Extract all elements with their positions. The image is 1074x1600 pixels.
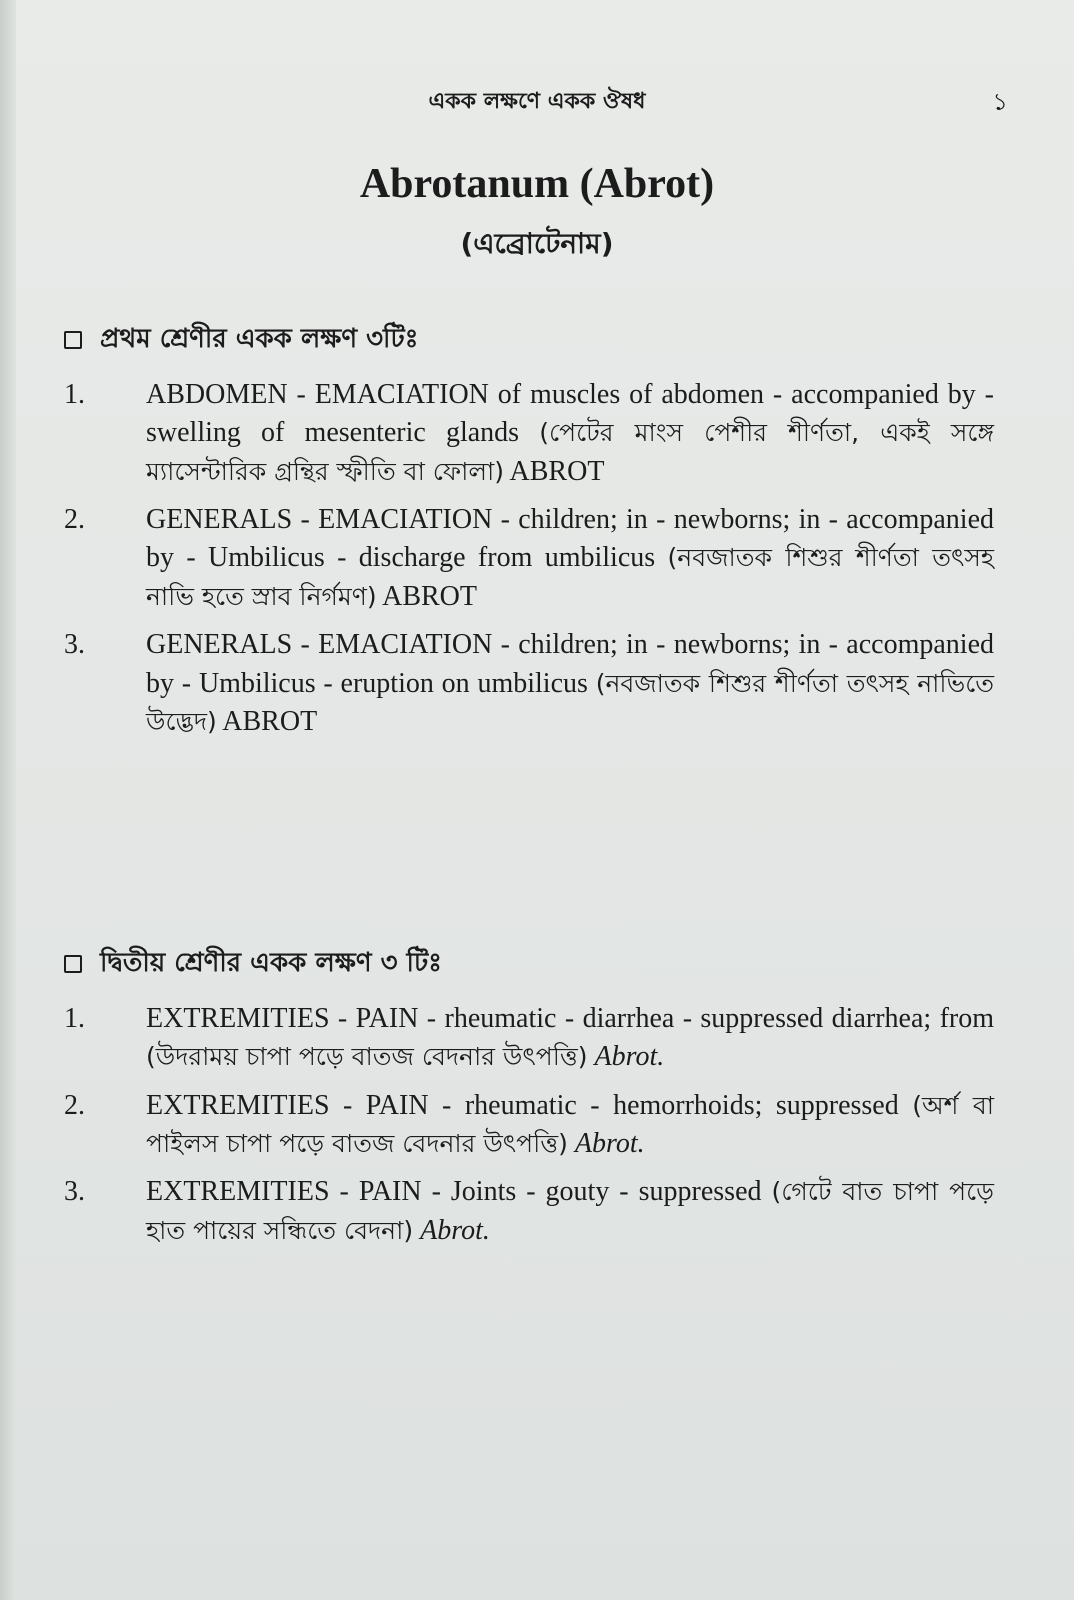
bengali-translation: (নবজাতক শিশুর শীর্ণতা তৎসহ নাভিতে উদ্ভেদ) xyxy=(146,668,994,736)
remedy-abbreviation: Abrot. xyxy=(594,1041,665,1073)
remedy-title: Abrotanum (Abrot) xyxy=(359,161,715,207)
bengali-translation: (গেটে বাত চাপা পড়ে হাত পায়ের সন্ধিতে বেদনা) xyxy=(146,1177,994,1245)
entry-number: 2. xyxy=(64,1089,85,1121)
list-item xyxy=(64,1173,994,1250)
bengali-translation: (উদরাময় চাপা পড়ে বাতজ বেদনার উৎপত্তি) xyxy=(146,1042,588,1072)
rubric-text: EXTREMITIES - PAIN - rheumatic - hemorrhoids; suppressed xyxy=(146,1089,899,1121)
entry-text xyxy=(146,1173,994,1250)
section-first-grade xyxy=(64,318,994,751)
list-item xyxy=(64,501,994,616)
entry-text xyxy=(146,1087,994,1164)
entry-number: 2. xyxy=(64,504,85,536)
list-item xyxy=(64,626,994,741)
bengali-translation: (পেটের মাংস পেশীর শীর্ণতা, একই সঙ্গে ম্যাসেন্টারিক গ্রন্থির স্ফীতি বা ফোলা) xyxy=(146,418,995,486)
entry-number: 1. xyxy=(64,1003,85,1034)
list-item xyxy=(64,1000,994,1077)
entry-text xyxy=(146,626,994,741)
remedy-abbreviation: ABROT xyxy=(382,580,478,612)
checkbox-icon xyxy=(64,955,82,973)
rubric-text: GENERALS - EMACIATION - children; in - newborns; in - accompanied by - Umbilicus - discharge from umbilicus xyxy=(146,504,994,574)
list-item xyxy=(64,1087,994,1164)
entry-number: 3. xyxy=(64,1176,85,1208)
entry-text xyxy=(146,376,994,491)
section-heading-text: দ্বিতীয় শ্রেণীর একক লক্ষণ ৩ টিঃ xyxy=(100,948,443,978)
remedy-abbreviation: ABROT xyxy=(509,455,605,487)
remedy-bengali-name: (এব্রোটেনাম) xyxy=(460,227,614,260)
remedy-abbreviation: Abrot. xyxy=(574,1128,645,1160)
entry-text xyxy=(146,501,994,616)
rubric-text: EXTREMITIES - PAIN - Joints - gouty - suppressed xyxy=(146,1176,762,1208)
rubric-text: ABDOMEN - EMACIATION of muscles of abdomen - accompanied by - swelling of mesenteric glands xyxy=(146,379,994,449)
entry-number: 3. xyxy=(64,629,85,661)
rubric-text: EXTREMITIES - PAIN - rheumatic - diarrhea - suppressed diarrhea; from xyxy=(146,1003,994,1034)
bengali-translation: (অর্শ বা পাইলস চাপা পড়ে বাতজ বেদনার উৎপত্তি) xyxy=(146,1090,995,1159)
section-heading-text: প্রথম শ্রেণীর একক লক্ষণ ৩টিঃ xyxy=(100,324,419,354)
remedy-abbreviation: ABROT xyxy=(222,705,318,737)
page-number: ১ xyxy=(992,88,1008,116)
remedy-abbreviation: Abrot. xyxy=(420,1214,490,1246)
section-heading xyxy=(64,318,994,362)
rubric-text: GENERALS - EMACIATION - children; in - newborns; in - accompanied by - Umbilicus - eruption on umbilicus xyxy=(146,629,994,699)
list-item xyxy=(64,376,994,491)
entry-number: 1. xyxy=(64,379,85,410)
section-second-grade xyxy=(64,942,994,1260)
checkbox-icon xyxy=(64,331,82,349)
section-heading xyxy=(64,942,994,986)
bengali-translation: (নবজাতক শিশুর শীর্ণতা তৎসহ নাভি হতে স্রাব নির্গমণ) xyxy=(146,543,994,611)
running-header: একক লক্ষণে একক ঔষধ xyxy=(428,89,646,114)
entry-text xyxy=(146,1000,994,1077)
